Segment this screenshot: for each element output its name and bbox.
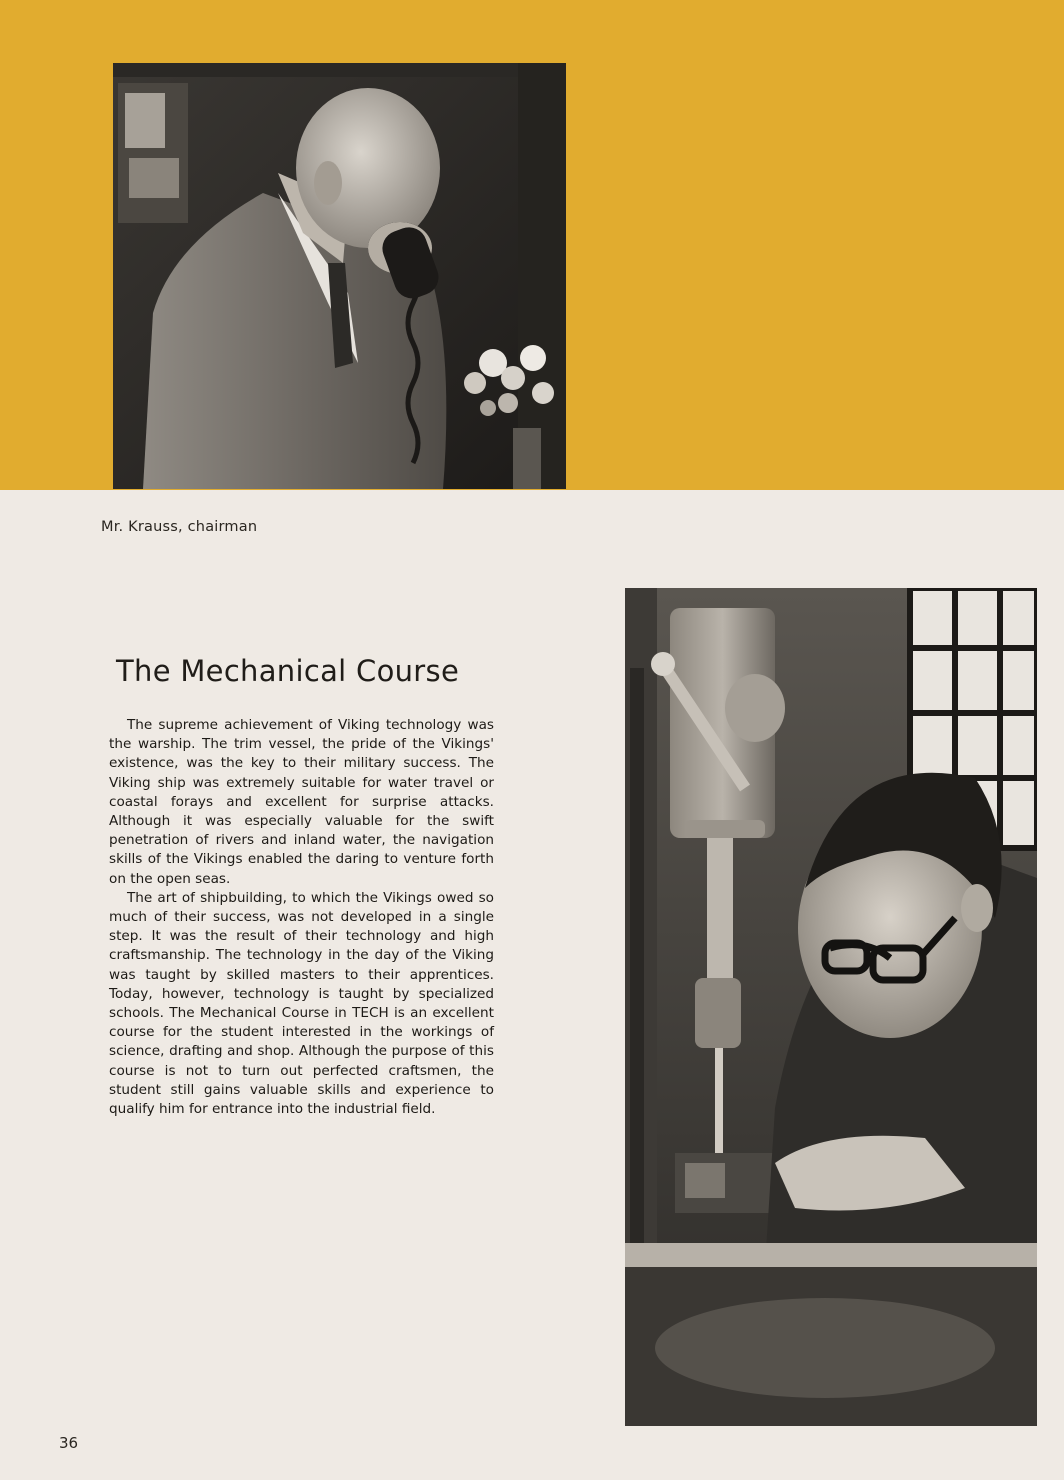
- chairman-photo-graphic: [113, 63, 566, 489]
- page-title: The Mechanical Course: [116, 654, 460, 688]
- student-drill-press-photo: [625, 588, 1037, 1426]
- student-photo-graphic: [625, 588, 1037, 1426]
- paragraph-2: The art of shipbuilding, to which the Vikings owed so much of their success, was not developed in a single step. It was the result of their technology and high craftsmanship. The technology in the day of the Viking was taught by skilled masters to their apprentices. Today, however, technology is taught by specialized schools. The Mechanical Course in TECH is an excellent course for the student interested in the workings of science, drafting and shop. Although the purpose of this course is not to turn out perfected craftsmen, the student still gains valuable skills and experience to qualify him for entrance into the industrial field.: [109, 889, 494, 1118]
- article-body: [109, 716, 494, 1119]
- page-number: 36: [59, 1434, 79, 1452]
- photo-caption: Mr. Krauss, chairman: [101, 519, 258, 535]
- paragraph-1: The supreme achievement of Viking technology was the warship. The trim vessel, the pride of the Vikings' existence, was the key to their military success. The Viking ship was extremely suitable for water travel or coastal forays and excellent for surprise attacks. Although it was especially valuable for the swift penetration of rivers and inland water, the navigation skills of the Vikings enabled the daring to venture forth on the open seas.: [109, 717, 494, 887]
- chairman-photo: [113, 63, 566, 489]
